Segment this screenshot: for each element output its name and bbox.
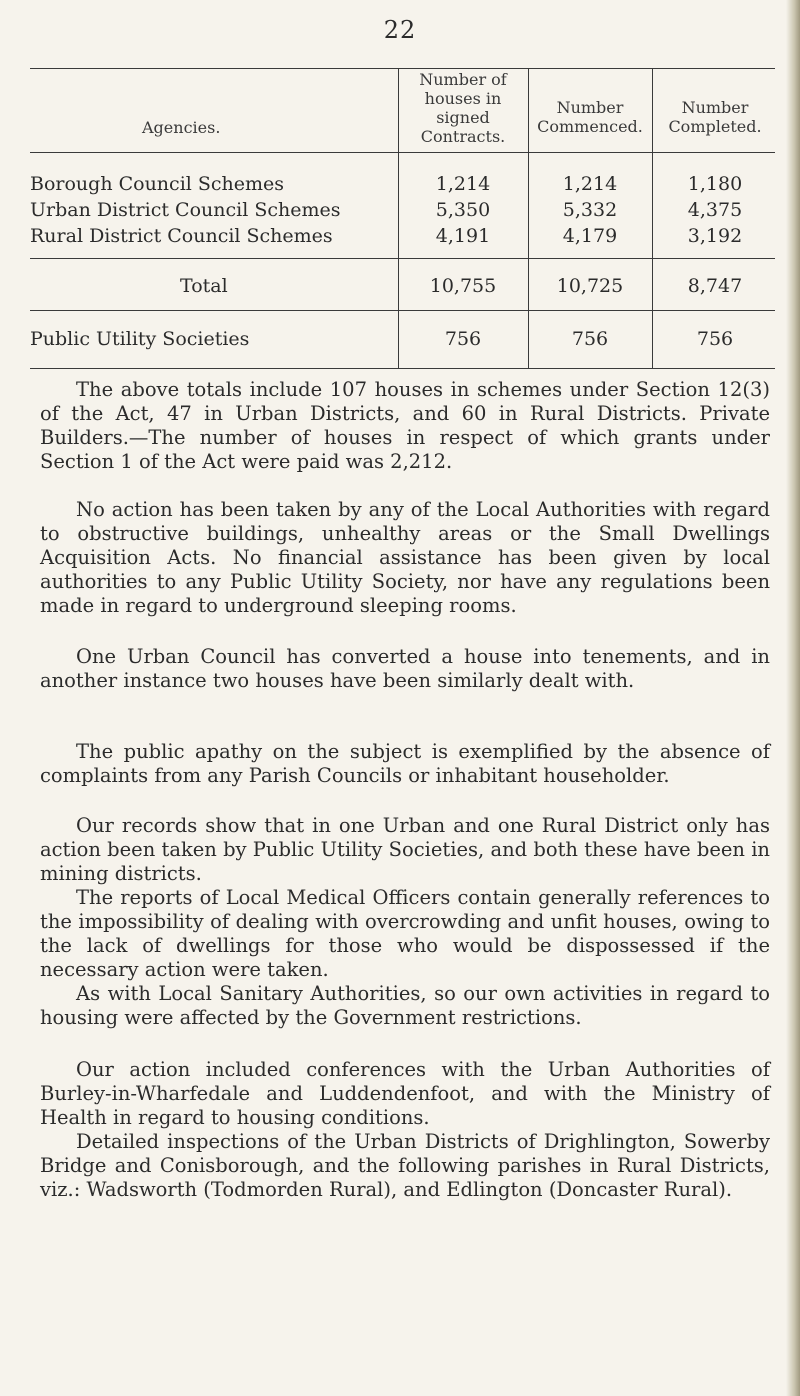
paragraph-totals: The above totals include 107 houses in schemes under Section 12(3) of the Act, 47 in Urban Districts, and 60 in Rural Districts. Private Builders.—The number of houses in respect of which grants under Section 1 of the Act were paid was 2,212. bbox=[40, 378, 770, 473]
header-completed bbox=[652, 98, 778, 136]
header-signed-line-4: Contracts. bbox=[420, 127, 506, 146]
row-agency: Urban District Council Schemes bbox=[30, 199, 341, 221]
header-agencies: Agencies. bbox=[142, 118, 221, 137]
public-utility-completed: 756 bbox=[696, 328, 734, 350]
paragraph-no-action: No action has been taken by any of the Local Authorities with regard to obstructive buildings, unhealthy areas or the Small Dwellings Acquisition Acts. No financial assistance has been given by local authorities to any Public Utility Society, nor have any regulations been made in regard to underground sleeping rooms. bbox=[40, 498, 770, 617]
public-utility-commenced: 756 bbox=[571, 328, 609, 350]
table-bottom-rule bbox=[30, 368, 775, 369]
total-signed: 10,755 bbox=[429, 275, 497, 297]
header-signed-line-1: Number of bbox=[419, 70, 507, 89]
total-completed: 8,747 bbox=[687, 275, 743, 297]
header-signed-line-3: signed bbox=[436, 108, 490, 127]
row-completed: 3,192 bbox=[687, 225, 743, 247]
table-subtotal-rule bbox=[30, 258, 775, 259]
row-agency: Rural District Council Schemes bbox=[30, 225, 333, 247]
row-commenced: 1,214 bbox=[562, 173, 618, 195]
header-commenced-line-1: Number bbox=[556, 98, 624, 117]
header-signed-contracts bbox=[398, 70, 528, 146]
total-label: Total bbox=[180, 275, 228, 297]
page-number: 22 bbox=[383, 16, 417, 44]
header-commenced bbox=[528, 98, 652, 136]
row-completed: 4,375 bbox=[687, 199, 743, 221]
header-completed-line-2: Completed. bbox=[668, 117, 762, 136]
table-top-rule bbox=[30, 68, 775, 69]
row-completed: 1,180 bbox=[687, 173, 743, 195]
paragraph-medical-officers: The reports of Local Medical Officers contain generally references to the impossibility of dealing with overcrowding and unfit houses, owing to the lack of dwellings for those who would be dispossessed if the necessary action were taken. bbox=[40, 886, 770, 981]
row-signed: 4,191 bbox=[435, 225, 491, 247]
row-signed: 1,214 bbox=[435, 173, 491, 195]
paragraph-conferences: Our action included conferences with the Urban Authorities of Burley-in-Wharfedale and Luddendenfoot, and with the Ministry of Health in regard to housing conditions. bbox=[40, 1058, 770, 1129]
header-commenced-line-2: Commenced. bbox=[537, 117, 643, 136]
paragraph-public-apathy: The public apathy on the subject is exemplified by the absence of complaints from any Parish Councils or inhabitant householder. bbox=[40, 740, 770, 787]
paragraph-sanitary-authorities: As with Local Sanitary Authorities, so our own activities in regard to housing were affected by the Government restrictions. bbox=[40, 982, 770, 1029]
paragraph-tenements: One Urban Council has converted a house into tenements, and in another instance two houses have been similarly dealt with. bbox=[40, 645, 770, 692]
page-edge-shadow bbox=[786, 0, 800, 1396]
public-utility-signed: 756 bbox=[444, 328, 482, 350]
housing-table bbox=[30, 68, 780, 370]
row-agency: Borough Council Schemes bbox=[30, 173, 285, 195]
header-signed-line-2: houses in bbox=[424, 89, 502, 108]
header-completed-line-1: Number bbox=[681, 98, 749, 117]
public-utility-label: Public Utility Societies bbox=[30, 328, 250, 350]
total-commenced: 10,725 bbox=[556, 275, 624, 297]
paragraph-inspections: Detailed inspections of the Urban Districts of Drighlington, Sowerby Bridge and Conisborough, and the following parishes in Rural Districts, viz.: Wadsworth (Todmorden Rural), and Edlington (Doncaster Rural). bbox=[40, 1130, 770, 1201]
row-commenced: 5,332 bbox=[562, 199, 618, 221]
table-header-rule bbox=[30, 152, 775, 153]
row-signed: 5,350 bbox=[435, 199, 491, 221]
paragraph-records: Our records show that in one Urban and one Rural District only has action been taken by Public Utility Societies, and both these have been in mining districts. bbox=[40, 814, 770, 885]
table-total-rule bbox=[30, 310, 775, 311]
row-commenced: 4,179 bbox=[562, 225, 618, 247]
